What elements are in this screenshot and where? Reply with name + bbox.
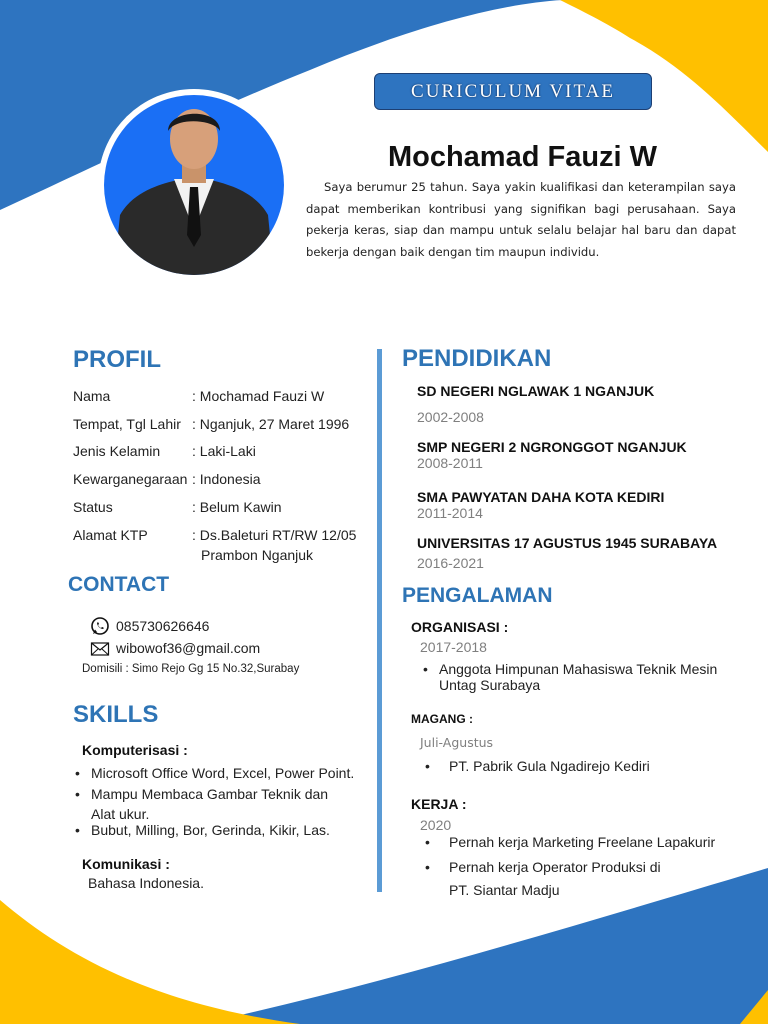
- edu-school: SD NEGERI NGLAWAK 1 NGANJUK: [417, 383, 655, 399]
- skill-item: [75, 763, 355, 783]
- skill-item-continuation: Alat ukur.: [91, 806, 150, 822]
- magang-label: MAGANG :: [411, 712, 473, 726]
- kerja-years: 2020: [420, 817, 452, 833]
- magang-years: Juli-Agustus: [420, 735, 494, 750]
- whatsapp-icon: [90, 616, 110, 636]
- profil-value-nationality: : Indonesia: [192, 471, 261, 487]
- edu-school: SMA PAWYATAN DAHA KOTA KEDIRI: [417, 489, 665, 505]
- skill-item: [75, 820, 330, 840]
- communication-value: Bahasa Indonesia.: [88, 875, 204, 891]
- organisasi-label: ORGANISASI :: [411, 619, 509, 635]
- magang-text: PT. Pabrik Gula Ngadirejo Kediri: [449, 758, 650, 774]
- bullet-icon: •: [75, 786, 80, 802]
- kerja-text: Pernah kerja Marketing Freelane Lapakurir: [449, 834, 716, 850]
- profil-value-address: : Ds.Baleturi RT/RW 12/05: [192, 527, 357, 543]
- profil-value-address-line2: Prambon Nganjuk: [201, 547, 314, 563]
- pendidikan-heading: PENDIDIKAN: [402, 345, 552, 372]
- contact-heading: CONTACT: [68, 573, 170, 596]
- organisasi-item-continuation: Untag Surabaya: [439, 677, 541, 693]
- email-address[interactable]: wibowof36@gmail.com: [116, 640, 261, 656]
- communication-label: Komunikasi :: [82, 856, 170, 872]
- kerja-item: [425, 832, 716, 852]
- kerja-item-continuation: PT. Siantar Madju: [449, 882, 560, 898]
- profil-heading: PROFIL: [73, 346, 161, 373]
- profil-label-address: Alamat KTP: [73, 527, 148, 543]
- phone-number[interactable]: 085730626646: [116, 618, 210, 634]
- bullet-icon: •: [423, 661, 428, 677]
- edu-school: UNIVERSITAS 17 AGUSTUS 1945 SURABAYA: [417, 535, 718, 551]
- edu-years: 2002-2008: [417, 409, 484, 425]
- summary-paragraph: Saya berumur 25 tahun. Saya yakin kualifikasi dan keterampilan saya dapat memberikan kontribusi yang signifikan bagi perusahaan. Saya pekerja keras, siap dan mampu untuk selalu belajar hal baru dan dapat bekerja dengan baik dengan tim maupun individu.: [306, 180, 736, 259]
- contact-domicile: Domisili : Simo Rejo Gg 15 No.32,Surabay: [82, 663, 300, 675]
- edu-years: 2016-2021: [417, 555, 484, 571]
- bullet-icon: •: [75, 822, 80, 838]
- profil-value-ttl: : Nganjuk, 27 Maret 1996: [192, 416, 350, 432]
- skill-text: Mampu Membaca Gambar Teknik dan: [91, 786, 329, 802]
- kerja-text: Pernah kerja Operator Produksi di: [449, 859, 661, 875]
- profile-photo: [104, 95, 284, 275]
- bullet-icon: •: [425, 859, 430, 875]
- profil-label-nationality: Kewarganegaraan: [73, 471, 188, 487]
- profil-value-nama: : Mochamad Fauzi W: [192, 388, 325, 404]
- computer-skills-label: Komputerisasi :: [82, 742, 188, 758]
- profil-label-gender: Jenis Kelamin: [73, 443, 161, 459]
- bullet-icon: •: [425, 834, 430, 850]
- skill-item: [75, 784, 329, 804]
- profil-label-nama: Nama: [73, 388, 111, 404]
- pengalaman-heading: PENGALAMAN: [402, 584, 553, 607]
- bullet-icon: •: [425, 758, 430, 774]
- bullet-icon: •: [75, 765, 80, 781]
- skill-text: Microsoft Office Word, Excel, Power Point.: [91, 765, 355, 781]
- contact-email: [90, 639, 260, 657]
- profil-value-status: : Belum Kawin: [192, 499, 282, 515]
- profil-value-gender: : Laki-Laki: [192, 443, 256, 459]
- magang-item: [425, 756, 650, 776]
- mail-icon: [90, 639, 110, 657]
- person-name: Mochamad Fauzi W: [387, 141, 658, 173]
- kerja-item: [425, 857, 661, 877]
- edu-years: 2011-2014: [417, 505, 483, 521]
- cv-title-badge: CURICULUM VITAE: [374, 73, 652, 110]
- organisasi-years: 2017-2018: [420, 639, 487, 655]
- skill-text: Bubut, Milling, Bor, Gerinda, Kikir, Las.: [91, 822, 330, 838]
- kerja-label: KERJA :: [411, 796, 467, 812]
- profil-label-ttl: Tempat, Tgl Lahir: [73, 416, 181, 432]
- edu-school: SMP NEGERI 2 NGRONGGOT NGANJUK: [417, 439, 687, 455]
- bottom-yellow-wave: [0, 900, 300, 1024]
- edu-years: 2008-2011: [417, 455, 483, 471]
- contact-phone: [90, 616, 209, 636]
- profil-label-status: Status: [73, 499, 113, 515]
- organisasi-text: Anggota Himpunan Mahasiswa Teknik Mesin: [439, 661, 718, 677]
- skills-heading: SKILLS: [73, 701, 159, 728]
- profile-photo-frame: [98, 89, 290, 281]
